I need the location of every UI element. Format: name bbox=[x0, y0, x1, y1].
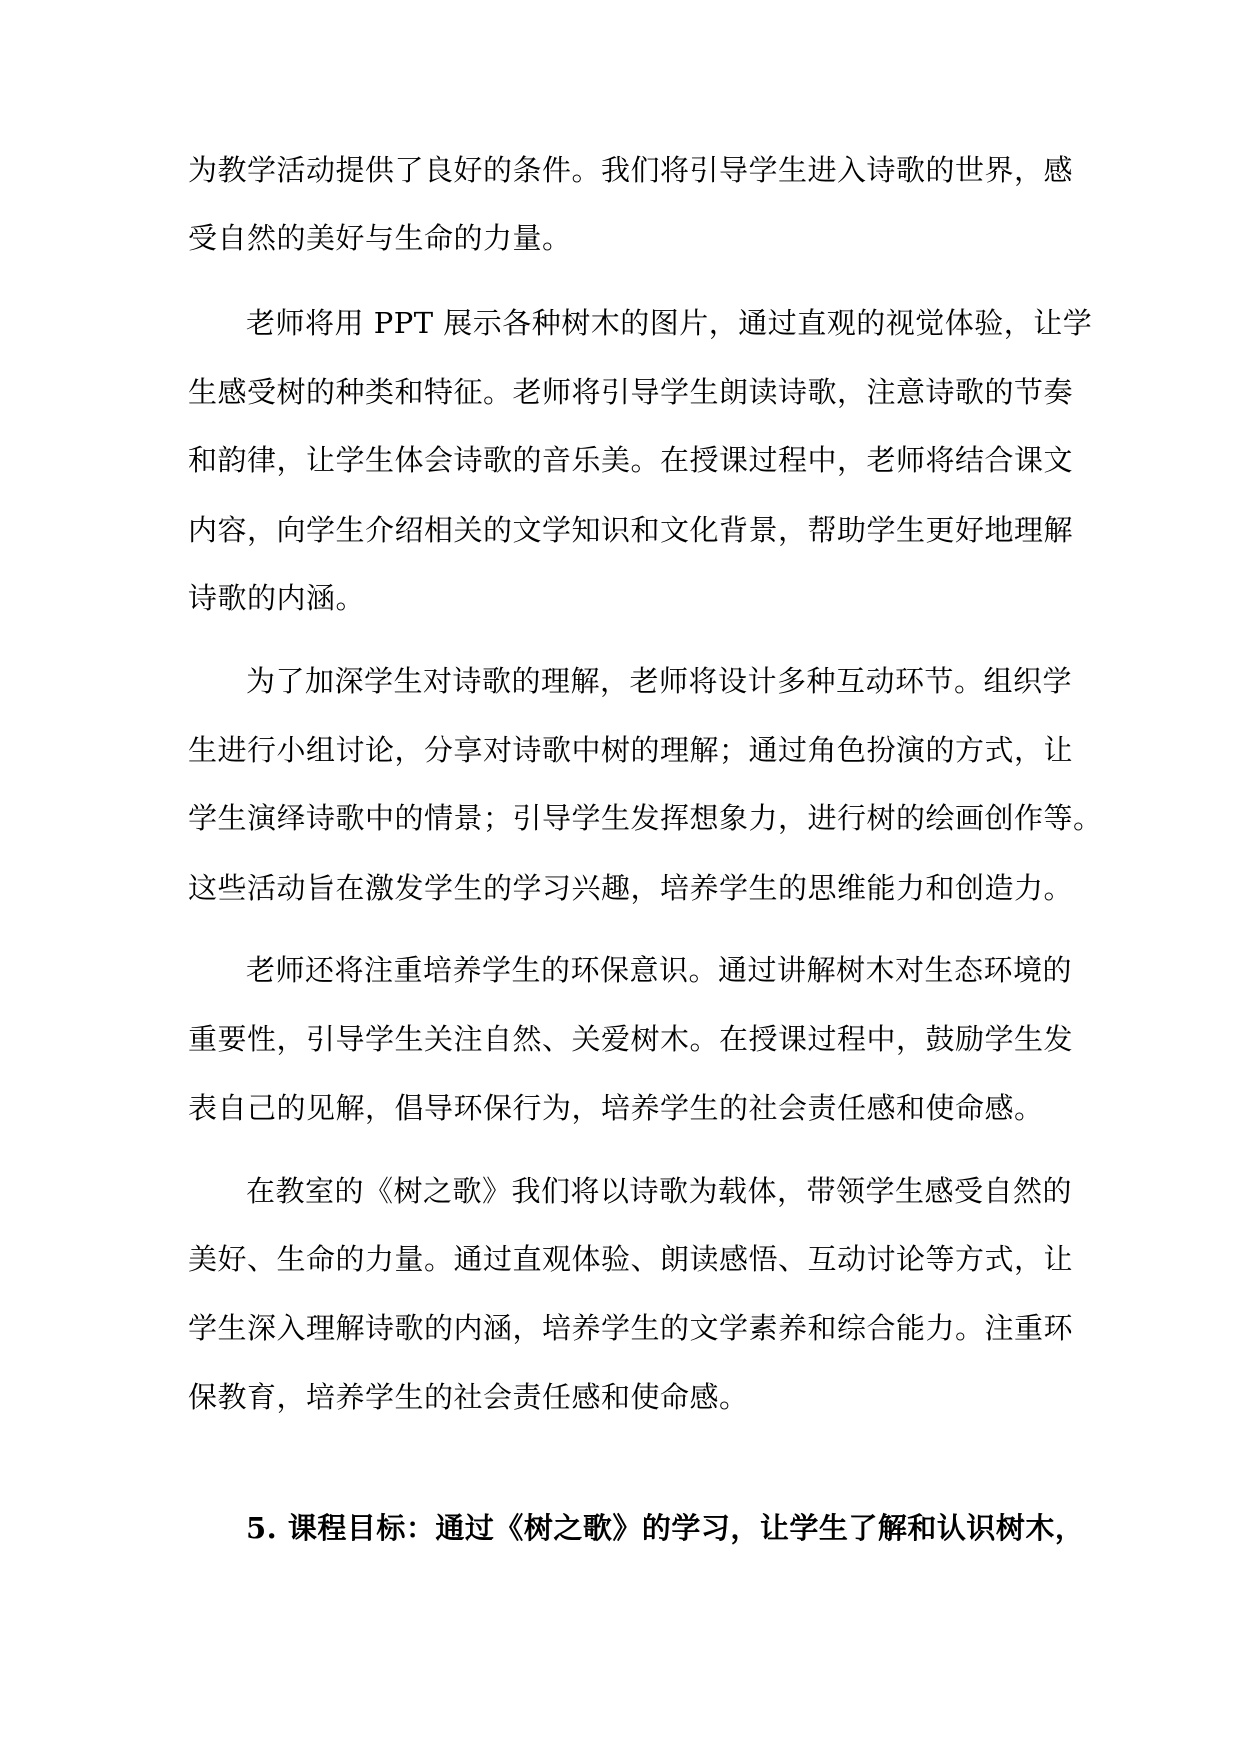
paragraph-line: 在教室的《树之歌》我们将以诗歌为载体，带领学生感受自然的 bbox=[246, 1174, 1073, 1208]
paragraph-line: 和韵律，让学生体会诗歌的音乐美。在授课过程中，老师将结合课文 bbox=[188, 443, 1074, 477]
paragraph-line: 老师将用 PPT 展示各种树木的图片，通过直观的视觉体验，让学 bbox=[246, 306, 1093, 340]
paragraph-line: 诗歌的内涵。 bbox=[188, 581, 366, 615]
paragraph-line: 生进行小组讨论，分享对诗歌中树的理解；通过角色扮演的方式，让 bbox=[188, 733, 1074, 767]
paragraph-line: 学生深入理解诗歌的内涵，培养学生的文学素养和综合能力。注重环 bbox=[188, 1311, 1074, 1345]
paragraph-line: 表自己的见解，倡导环保行为，培养学生的社会责任感和使命感。 bbox=[188, 1091, 1044, 1125]
paragraph-line: 为教学活动提供了良好的条件。我们将引导学生进入诗歌的世界，感 bbox=[188, 153, 1074, 187]
paragraph-line: 保教育，培养学生的社会责任感和使命感。 bbox=[188, 1380, 749, 1414]
paragraph-line: 美好、生命的力量。通过直观体验、朗读感悟、互动讨论等方式，让 bbox=[188, 1242, 1074, 1276]
paragraph-line: 内容，向学生介绍相关的文学知识和文化背景，帮助学生更好地理解 bbox=[188, 513, 1074, 547]
paragraph-line: 受自然的美好与生命的力量。 bbox=[188, 221, 572, 255]
paragraph-line: 老师还将注重培养学生的环保意识。通过讲解树木对生态环境的 bbox=[246, 953, 1073, 987]
paragraph-line: 重要性，引导学生关注自然、关爱树木。在授课过程中，鼓励学生发 bbox=[188, 1022, 1074, 1056]
paragraph-line: 这些活动旨在激发学生的学习兴趣，培养学生的思维能力和创造力。 bbox=[188, 871, 1074, 905]
paragraph-line: 生感受树的种类和特征。老师将引导学生朗读诗歌，注意诗歌的节奏 bbox=[188, 375, 1074, 409]
paragraph-line: 为了加深学生对诗歌的理解，老师将设计多种互动环节。组织学 bbox=[246, 664, 1073, 698]
paragraph-line: 学生演绎诗歌中的情景；引导学生发挥想象力，进行树的绘画创作等。 bbox=[188, 801, 1103, 835]
section-heading: 5. 课程目标：通过《树之歌》的学习，让学生了解和认识树木， bbox=[246, 1511, 1085, 1545]
